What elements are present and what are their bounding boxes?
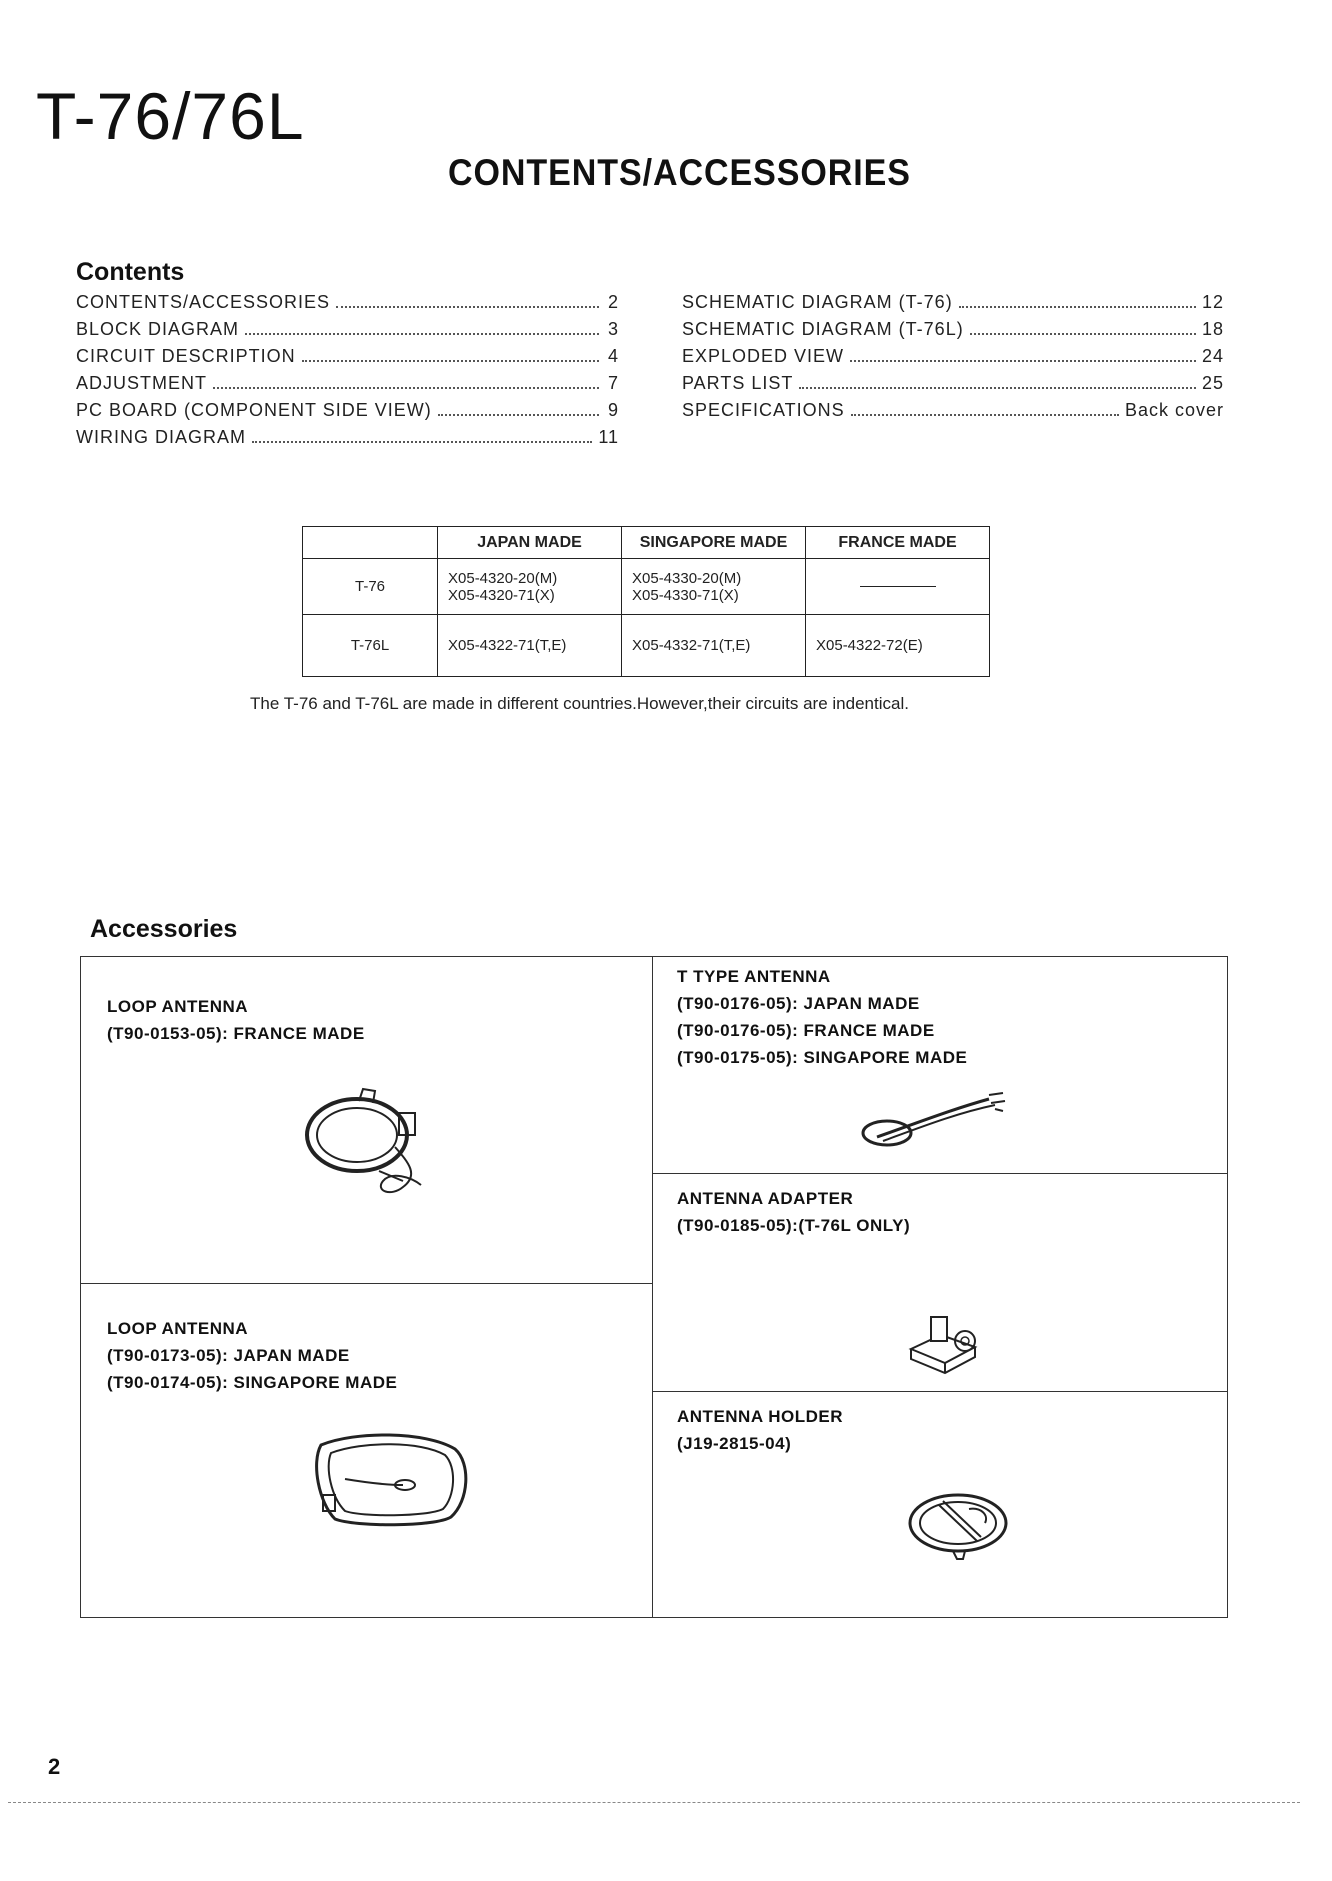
accessory-loop-antenna-japan [107, 1315, 397, 1396]
square-loop-antenna-icon [305, 1423, 475, 1529]
toc-entry[interactable] [76, 346, 619, 373]
column-header: JAPAN MADE [438, 527, 622, 559]
toc-entry-page: 12 [1201, 292, 1224, 312]
origin-note: The T-76 and T-76L are made in different countries.However,their circuits are indentical. [250, 694, 909, 713]
accessory-part: (T90-0175-05): SINGAPORE MADE [677, 1048, 968, 1067]
toc-leader [438, 400, 599, 416]
grid-divider [652, 957, 653, 1617]
toc-entry-label: WIRING DIAGRAM [76, 427, 246, 447]
accessory-part: (T90-0176-05): JAPAN MADE [677, 994, 920, 1013]
singapore-cell [622, 615, 806, 677]
accessory-antenna-holder [677, 1403, 843, 1457]
toc-leader [799, 373, 1196, 389]
japan-cell [438, 615, 622, 677]
toc-leader [302, 346, 599, 362]
part-code: X05-4330-71(X) [632, 586, 739, 604]
toc-entry-label: CIRCUIT DESCRIPTION [76, 346, 296, 366]
table-row [303, 559, 990, 615]
france-cell: X05-4322-72(E) [806, 615, 990, 677]
toc-entry[interactable] [682, 400, 1224, 427]
toc-entry-page: 25 [1201, 373, 1224, 393]
accessory-title: LOOP ANTENNA [107, 997, 249, 1016]
toc-entry[interactable] [76, 319, 619, 346]
part-code: X05-4330-20(M) [632, 569, 742, 587]
round-loop-antenna-icon [299, 1085, 449, 1205]
toc-entry-page: 2 [607, 292, 619, 312]
model-cell: T-76L [303, 615, 438, 677]
accessory-part: (T90-0176-05): FRANCE MADE [677, 1021, 935, 1040]
toc-entry-page: 18 [1201, 319, 1224, 339]
accessories-heading: Accessories [90, 915, 238, 943]
part-code: X05-4320-20(M) [448, 569, 558, 587]
toc-left-column [76, 292, 619, 454]
toc-leader [851, 400, 1119, 416]
toc-entry[interactable] [76, 373, 619, 400]
part-code: X05-4322-71(T,E) [448, 637, 567, 654]
accessories-grid [80, 956, 1228, 1618]
grid-divider [652, 1173, 1227, 1174]
accessory-part: (T90-0174-05): SINGAPORE MADE [107, 1373, 398, 1392]
model-title: T-76/76L [36, 79, 305, 153]
toc-entry-page: 9 [607, 400, 619, 420]
toc-entry-label: PC BOARD (COMPONENT SIDE VIEW) [76, 400, 432, 420]
accessory-title: ANTENNA ADAPTER [677, 1189, 854, 1208]
toc-entry[interactable] [76, 292, 619, 319]
toc-leader [336, 292, 599, 308]
toc-leader [252, 427, 592, 443]
column-header: SINGAPORE MADE [622, 527, 806, 559]
japan-cell [438, 559, 622, 615]
toc-entry-label: CONTENTS/ACCESSORIES [76, 292, 331, 312]
page-heading: CONTENTS/ACCESSORIES [448, 152, 911, 193]
toc-right-column [682, 292, 1224, 427]
toc-entry[interactable] [682, 319, 1224, 346]
toc-entry-label: SPECIFICATIONS [682, 400, 845, 420]
model-cell: T-76 [303, 559, 438, 615]
accessory-part: (T90-0173-05): JAPAN MADE [107, 1346, 350, 1365]
antenna-holder-icon [903, 1485, 1013, 1565]
accessory-title: T TYPE ANTENNA [677, 967, 831, 986]
toc-entry-label: EXPLODED VIEW [682, 346, 845, 366]
toc-entry-label: ADJUSTMENT [76, 373, 207, 393]
toc-entry-label: SCHEMATIC DIAGRAM (T-76L) [682, 319, 964, 339]
toc-entry[interactable] [76, 400, 619, 427]
accessory-t-type-antenna [677, 963, 967, 1071]
france-cell [806, 559, 990, 615]
origin-table-corner-cell [303, 527, 438, 559]
part-code: X05-4320-71(X) [448, 586, 555, 604]
accessory-loop-antenna-france [107, 993, 365, 1047]
toc-entry-page: 11 [598, 427, 619, 447]
grid-divider [652, 1391, 1227, 1392]
toc-entry[interactable] [682, 373, 1224, 400]
grid-divider [81, 1283, 652, 1284]
origin-table [302, 526, 990, 677]
toc-entry-page: 4 [607, 346, 619, 366]
table-row [303, 615, 990, 677]
toc-entry-label: PARTS LIST [682, 373, 794, 393]
accessory-antenna-adapter [677, 1185, 910, 1239]
footer-rule [8, 1802, 1300, 1803]
toc-entry-label: BLOCK DIAGRAM [76, 319, 240, 339]
t-type-antenna-icon [857, 1089, 1007, 1153]
toc-leader [970, 319, 1196, 335]
toc-leader [245, 319, 599, 335]
accessory-title: LOOP ANTENNA [107, 1319, 249, 1338]
column-header: FRANCE MADE [806, 527, 990, 559]
toc-entry-page: 7 [607, 373, 619, 393]
accessory-title: ANTENNA HOLDER [677, 1407, 843, 1426]
accessory-part: (T90-0153-05): FRANCE MADE [107, 1024, 365, 1043]
page-number: 2 [48, 1754, 61, 1779]
toc-entry-label: SCHEMATIC DIAGRAM (T-76) [682, 292, 953, 312]
contents-heading: Contents [76, 258, 185, 286]
toc-entry-page: 24 [1201, 346, 1224, 366]
toc-leader [213, 373, 599, 389]
toc-entry-page: Back cover [1124, 400, 1224, 420]
toc-entry[interactable] [76, 427, 619, 454]
toc-entry-page: 3 [607, 319, 619, 339]
toc-leader [959, 292, 1196, 308]
toc-entry[interactable] [682, 292, 1224, 319]
toc-entry[interactable] [682, 346, 1224, 373]
accessory-part: (J19-2815-04) [677, 1434, 792, 1453]
not-applicable-dash [860, 586, 936, 587]
toc-leader [850, 346, 1196, 362]
singapore-cell [622, 559, 806, 615]
accessory-part: (T90-0185-05):(T-76L ONLY) [677, 1216, 911, 1235]
antenna-adapter-icon [901, 1309, 997, 1379]
part-code: X05-4332-71(T,E) [632, 637, 751, 654]
origin-table-header-row [303, 527, 990, 559]
